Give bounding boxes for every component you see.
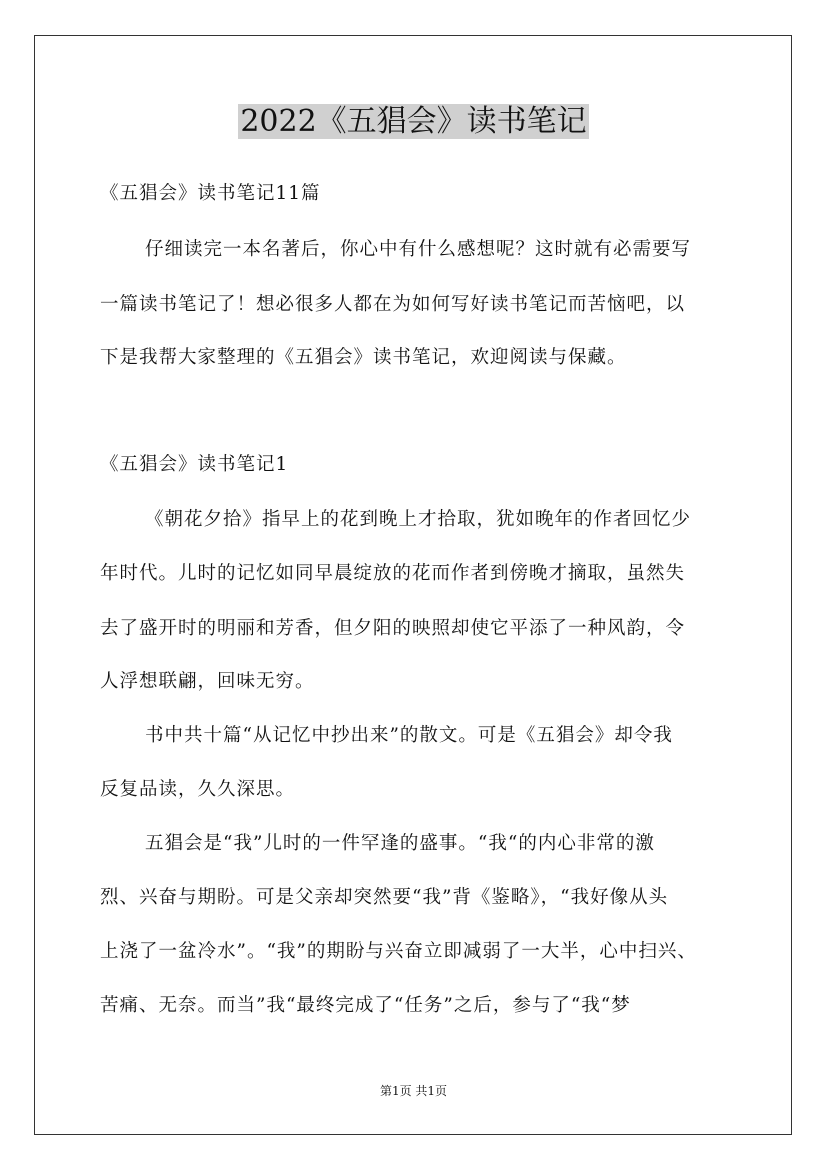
intro-line-3: 下是我帮大家整理的《五猖会》读书笔记，欢迎阅读与保藏。: [100, 347, 627, 368]
para2-line-1: 书中共十篇“从记忆中抄出来”的散文。可是《五猖会》却令我: [145, 725, 673, 746]
intro-line-1: 仔细读完一本名著后，你心中有什么感想呢？这时就有必需要写: [145, 239, 692, 260]
document-title: [0, 100, 827, 144]
para3-line-4: 苦痛、无奈。而当”我“最终完成了“任务”之后，参与了“我“梦: [100, 995, 631, 1016]
page-footer: 第1页 共1页: [379, 1084, 448, 1098]
para1-line-1: 《朝花夕拾》指早上的花到晚上才拾取，犹如晚年的作者回忆少: [145, 509, 692, 530]
section-heading: 《五猖会》读书笔记1: [100, 454, 289, 475]
para3-line-1: 五猖会是“我”儿时的一件罕逢的盛事。“我“的内心非常的激: [145, 833, 655, 854]
document-title-text: 2022《五猖会》读书笔记: [240, 104, 587, 139]
para3-line-2: 烈、兴奋与期盼。可是父亲却突然要“我”背《鉴略》，“我好像从头: [100, 887, 669, 908]
para1-line-3: 去了盛开时的明丽和芳香，但夕阳的映照却使它平添了一种风韵，令: [100, 618, 686, 639]
intro-line-2: 一篇读书笔记了！想必很多人都在为如何写好读书笔记而苦恼吧，以: [100, 294, 686, 315]
para1-line-2: 年时代。儿时的记忆如同早晨绽放的花而作者到傍晚才摘取，虽然失: [100, 563, 686, 584]
para2-line-2: 反复品读，久久深思。: [100, 779, 296, 800]
subtitle: 《五猖会》读书笔记11篇: [100, 183, 321, 204]
para1-line-4: 人浮想联翩，回味无穷。: [100, 671, 315, 692]
para3-line-3: 上浇了一盆冷水”。“我”的期盼与兴奋立即减弱了一大半，心中扫兴、: [100, 941, 697, 962]
